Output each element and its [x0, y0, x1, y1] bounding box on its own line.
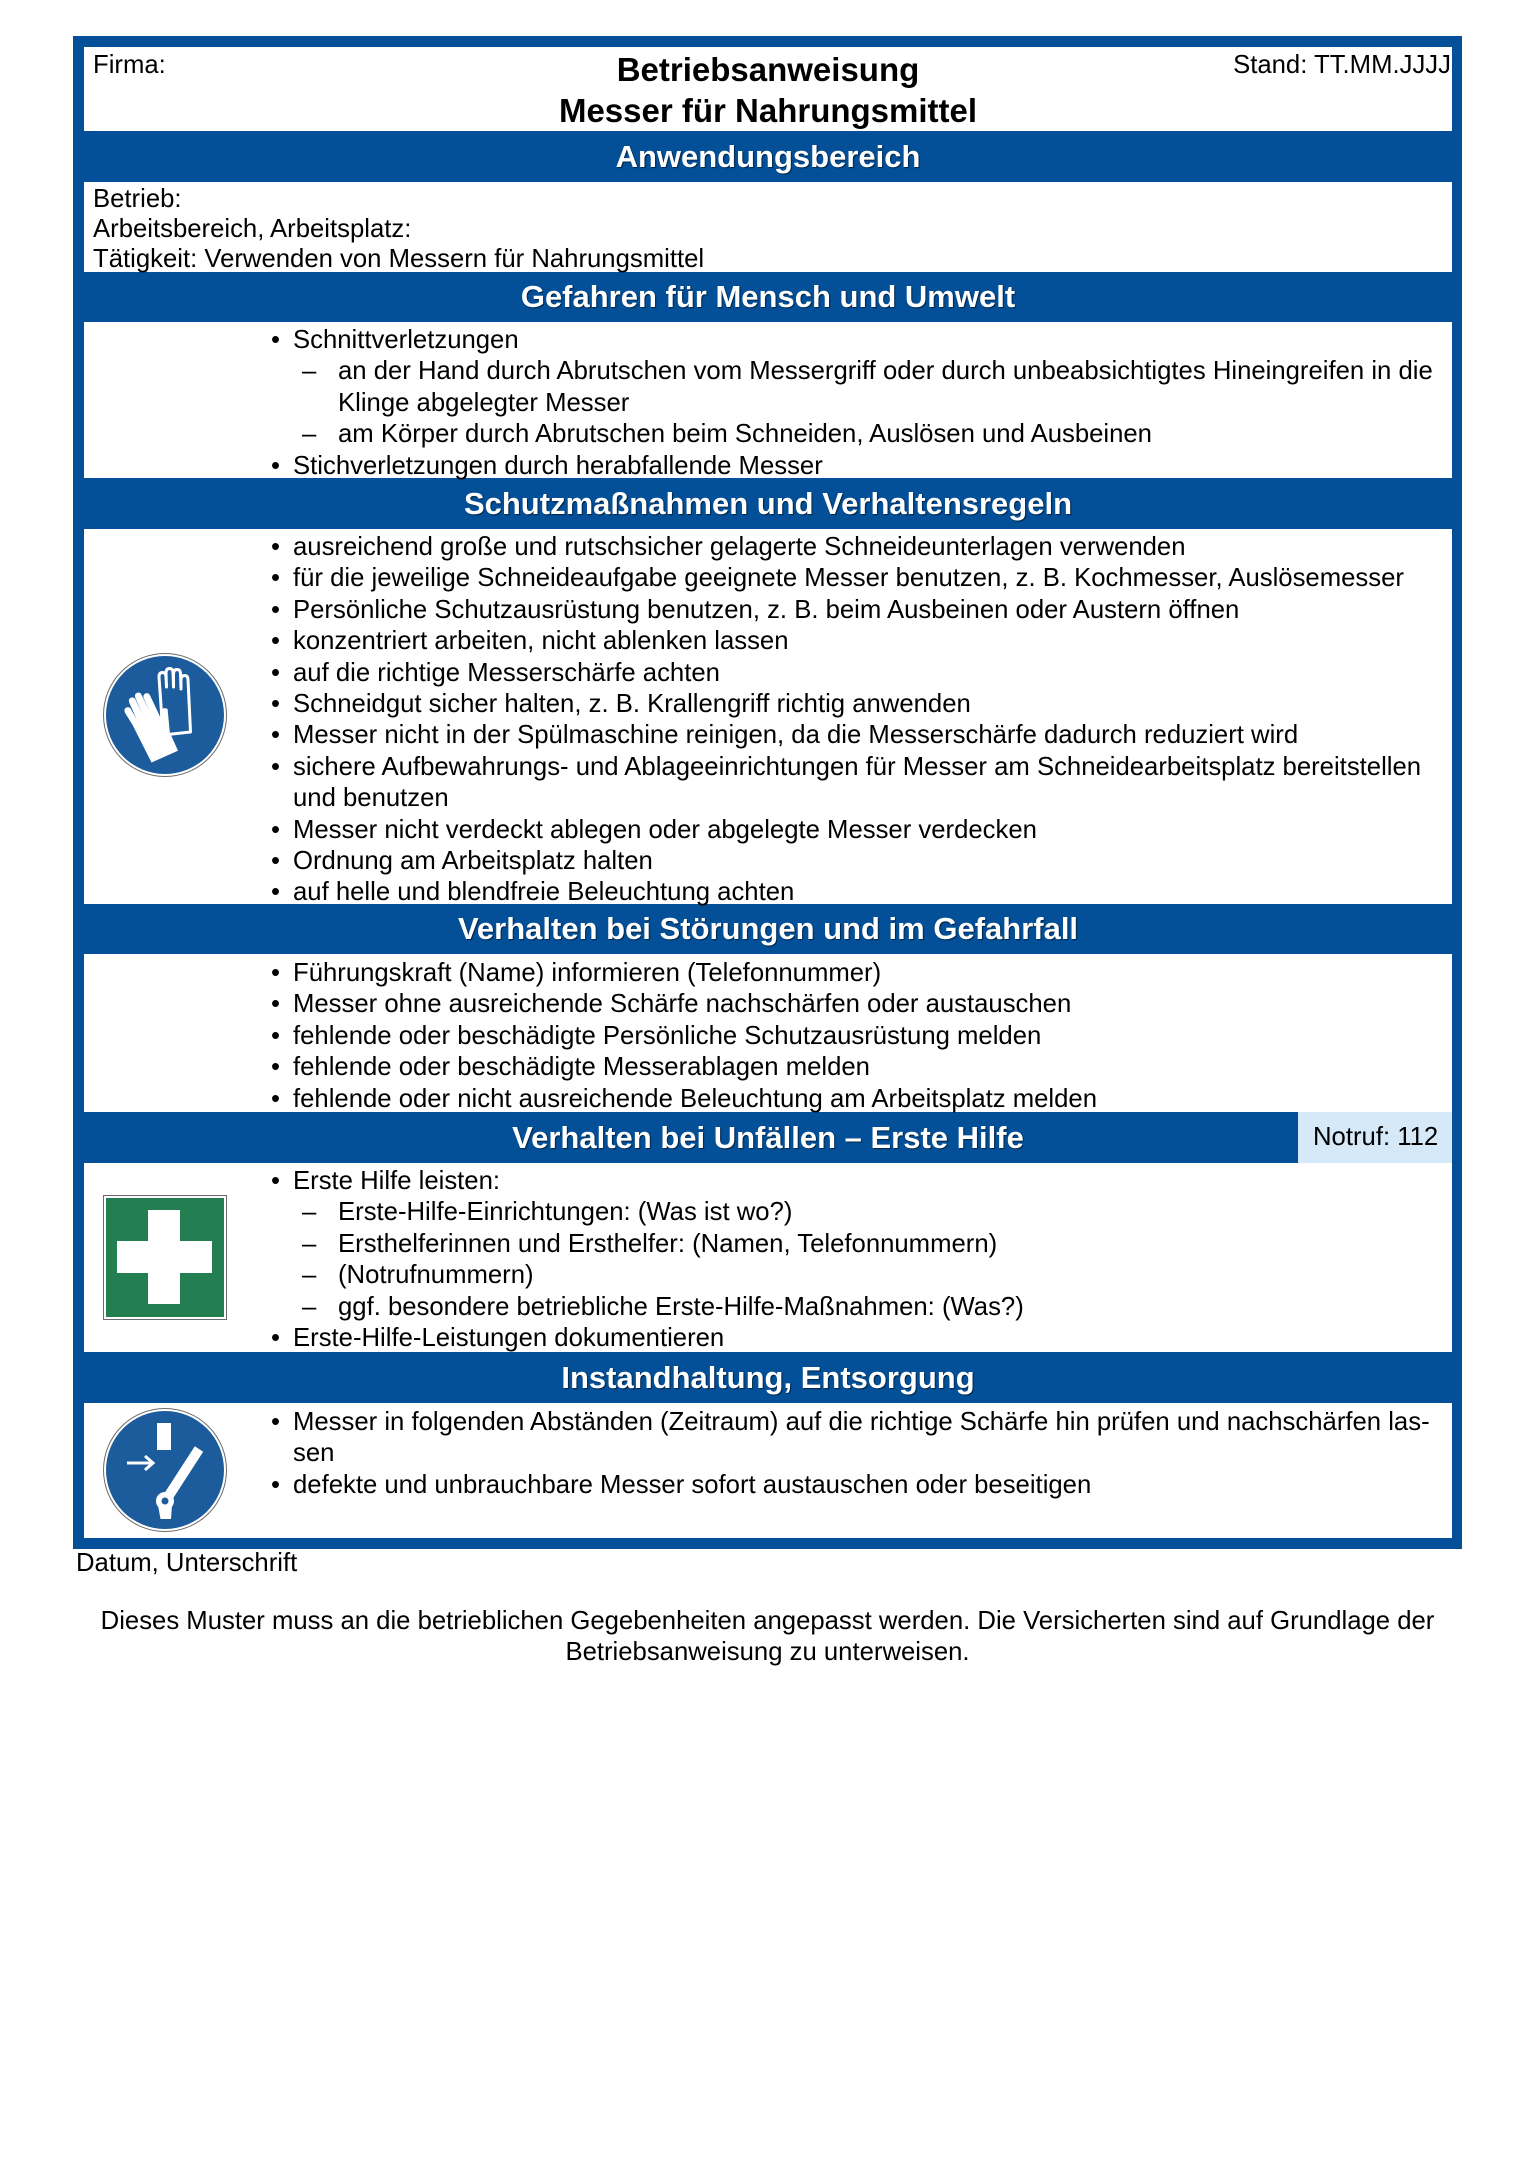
list-item: • auf helle und blendfreie Beleuchtung achten [293, 877, 1452, 908]
list-item: • für die jeweilige Schneideaufgabe geeignete Messer benutzen, z. B. Kochmesser, Auslösemesser [293, 563, 1452, 594]
list-item: • Stichverletzungen durch herabfallende Messer [293, 451, 1452, 482]
scope-activity-line: Tätigkeit: Verwenden von Messern für Nahrungsmittel [93, 245, 705, 273]
scope-company-line: Betrieb: [93, 185, 182, 213]
list-item: • sichere Aufbewahrungs- und Ablageeinrichtungen für Messer am Schneidearbeitsplatz bereitstellen und benutzen [293, 752, 1452, 815]
section-title: Schutzmaßnahmen und Verhaltensregeln [463, 486, 1073, 521]
sub-list-item: – Erste-Hilfe-Einrichtungen: (Was ist wo?) [338, 1197, 1452, 1228]
sub-list-item: – Ersthelferinnen und Ersthelfer: (Namen, Telefonnummern) [338, 1229, 1452, 1260]
maintenance-list [293, 1407, 1452, 1501]
section-header-first-aid [84, 1112, 1452, 1163]
list-item: • Erste-Hilfe-Leistungen dokumentieren [293, 1323, 1452, 1354]
section-header-scope [84, 131, 1452, 182]
emergency-number: Notruf: 112 [1298, 1112, 1452, 1163]
section-header-maintenance [84, 1352, 1452, 1403]
section-body-maintenance [84, 1403, 1452, 1538]
revision-date: Stand: TT.MM.JJJJ [1233, 51, 1451, 79]
list-item: • fehlende oder beschädigte Messerablagen melden [293, 1052, 1452, 1083]
section-header-protective-measures [84, 478, 1452, 529]
section-title: Anwendungsbereich [615, 139, 921, 174]
list-item: • fehlende oder nicht ausreichende Beleuchtung am Arbeitsplatz melden [293, 1084, 1452, 1115]
section-body-scope [84, 182, 1452, 272]
list-item: • Messer in folgenden Abständen (Zeitraum) auf die richtige Schärfe hin prüfen und nachschärfen lassen [293, 1407, 1452, 1470]
hand-protection-icon [103, 653, 227, 777]
section-title: Verhalten bei Störungen und im Gefahrfall [457, 911, 1079, 946]
list-item: • ausreichend große und rutschsicher gelagerte Schneideunterlagen verwenden [293, 532, 1452, 563]
list-item [293, 1166, 1452, 1323]
signature-label: Datum, Unterschrift [76, 1549, 298, 1577]
list-item-text: Schnittverletzungen [293, 326, 519, 354]
sub-list [293, 356, 1452, 450]
list-item: • Messer ohne ausreichende Schärfe nachschärfen oder austauschen [293, 989, 1452, 1020]
list-item: • Ordnung am Arbeitsplatz halten [293, 846, 1452, 877]
sub-list-item: – am Körper durch Abrutschen beim Schneiden, Auslösen und Ausbeinen [338, 419, 1452, 450]
disconnect-before-maintenance-icon [103, 1408, 227, 1534]
malfunctions-list [293, 958, 1452, 1115]
section-body-hazards [84, 322, 1452, 478]
list-item: • Persönliche Schutzausrüstung benutzen, z. B. beim Ausbeinen oder Austern öffnen [293, 595, 1452, 626]
list-item: • fehlende oder beschädigte Persönliche Schutzausrüstung melden [293, 1021, 1452, 1052]
list-item: • Führungskraft (Name) informieren (Telefonnummer) [293, 958, 1452, 989]
protective-measures-list [293, 532, 1452, 909]
sub-list-item: – ggf. besondere betriebliche Erste-Hilfe-Maßnahmen: (Was?) [338, 1292, 1452, 1323]
sub-list-item: – (Notrufnummern) [338, 1260, 1452, 1291]
list-item: • Schneidgut sicher halten, z. B. Krallengriff richtig anwenden [293, 689, 1452, 720]
template-footnote: Dieses Muster muss an die betrieblichen Gegebenheiten angepasst werden. Die Versicherten sind auf Grundlage der Betriebsanweisung zu unterweisen. [100, 1607, 1435, 1666]
section-title: Verhalten bei Unfällen – Erste Hilfe [512, 1120, 1024, 1155]
first-aid-icon [103, 1195, 227, 1320]
title-main: Betriebsanweisung [616, 51, 920, 88]
list-item: • Messer nicht verdeckt ablegen oder abgelegte Messer verdecken [293, 815, 1452, 846]
list-item: • auf die richtige Messerschärfe achten [293, 658, 1452, 689]
section-title: Instandhaltung, Entsorgung [561, 1360, 975, 1395]
operating-instruction-frame [73, 36, 1462, 1549]
section-header-hazards [84, 272, 1452, 322]
list-item: • defekte und unbrauchbare Messer sofort austauschen oder beseitigen [293, 1470, 1452, 1501]
section-body-malfunctions [84, 954, 1452, 1112]
section-body-first-aid [84, 1163, 1452, 1352]
first-aid-list [293, 1166, 1452, 1354]
section-title: Gefahren für Mensch und Umwelt [520, 279, 1016, 314]
list-item: • Messer nicht in der Spülmaschine reinigen, da die Messerschärfe dadurch reduziert wird [293, 720, 1452, 751]
sub-list-item: – an der Hand durch Abrutschen vom Messergriff oder durch unbeabsichtigtes Hineingreifen in die Klinge abgelegter Messer [338, 356, 1452, 419]
section-body-protective-measures [84, 529, 1452, 907]
scope-workplace-line: Arbeitsbereich, Arbeitsplatz: [93, 215, 412, 243]
title-block [84, 47, 1452, 131]
list-item-text: Erste Hilfe leisten: [293, 1167, 501, 1195]
title-subject: Messer für Nahrungsmittel [558, 92, 978, 129]
list-item: • konzentriert arbeiten, nicht ablenken lassen [293, 626, 1452, 657]
list-item [293, 325, 1452, 451]
section-header-malfunctions [84, 904, 1452, 954]
sub-list [293, 1197, 1452, 1323]
hazards-list [293, 325, 1452, 482]
company-label: Firma: [93, 51, 166, 79]
